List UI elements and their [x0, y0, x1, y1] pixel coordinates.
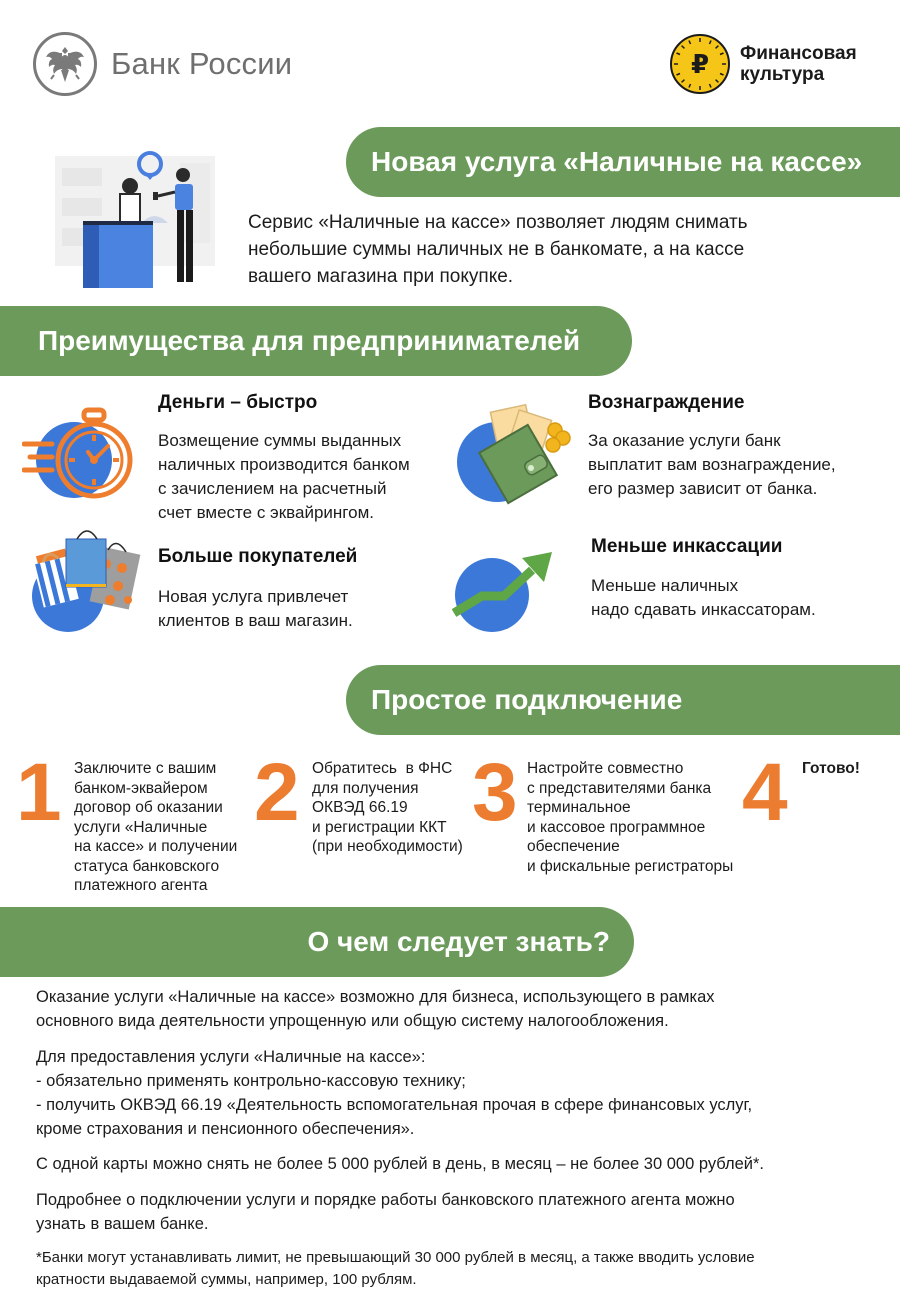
benefit-title-fast-money: Деньги – быстро — [158, 392, 318, 413]
ruble-coin-icon — [670, 34, 730, 94]
benefit-title-less-collection: Меньше инкассации — [591, 536, 783, 557]
step-text-2: Обратитесь в ФНС для получения ОКВЭД 66.19 и регистрации ККТ (при необходимости) — [312, 760, 463, 855]
bank-name: Банк России — [111, 46, 293, 81]
banner-title: О чем следует знать? — [307, 926, 610, 957]
intro-description: Сервис «Наличные на кассе» позволяет людям снимать небольшие суммы наличных не в банкомате, а на кассе вашего магазина при покупке. — [248, 212, 748, 287]
growth-arrow-icon — [452, 548, 557, 633]
footnote: *Банки могут устанавливать лимит, не превышающий 30 000 рублей в месяц, а также вводить условие кратности выдаваемой суммы, например, 100 рублям. — [36, 1249, 755, 1288]
benefit-text-less-collection: Меньше наличных надо сдавать инкассаторам. — [591, 576, 816, 619]
ruble-symbol: ₽ — [690, 48, 710, 79]
know-paragraph-3: С одной карты можно снять не более 5 000 рублей в день, в месяц – не более 30 000 рублей*. — [36, 1155, 764, 1173]
benefit-title-reward: Вознаграждение — [588, 392, 745, 413]
shopping-bags-icon — [30, 524, 145, 634]
step-number-3: 3 — [472, 747, 518, 838]
wallet-icon — [455, 400, 575, 505]
cashier-illustration — [50, 148, 225, 293]
banner-title: Новая услуга «Наличные на кассе» — [371, 146, 863, 177]
know-paragraph-2: Для предоставления услуги «Наличные на кассе»: - обязательно применять контрольно-кассовую технику; - получить ОКВЭД 66.19 «Деятельность вспомогательная прочая в сфере финансовых услуг, кроме страхования и пенсионного обеспечения». — [36, 1048, 753, 1138]
double-headed-eagle-icon — [33, 32, 97, 96]
banner-title: Простое подключение — [371, 684, 683, 715]
benefit-text-fast-money: Возмещение суммы выданных наличных производится банком с зачислением на расчетный счет вместе с эквайрингом. — [158, 431, 410, 522]
know-paragraph-1: Оказание услуги «Наличные на кассе» возможно для бизнеса, использующего в рамках основного вида деятельности упрощенную или общую систему налогообложения. — [36, 988, 715, 1030]
financial-culture-text: Финансовая культура — [740, 43, 857, 85]
step-number-4: 4 — [742, 747, 788, 838]
benefit-text-reward: За оказание услуги банк выплатит вам вознаграждение, его размер зависит от банка. — [588, 431, 836, 498]
stopwatch-icon — [22, 402, 140, 512]
banner-benefits — [0, 306, 632, 376]
banner-new-service — [346, 127, 900, 197]
benefit-text-more-customers: Новая услуга привлечет клиентов в ваш магазин. — [158, 587, 353, 630]
banner-title: Преимущества для предпринимателей — [38, 325, 581, 356]
financial-culture-logo — [670, 34, 857, 94]
step-text-3: Настройте совместно с представителями банка терминальное и кассовое программное обеспечение и фискальные регистраторы — [527, 760, 734, 875]
know-paragraph-4: Подробнее о подключении услуги и порядке работы банковского платежного агента можно узнать в вашем банке. — [36, 1191, 735, 1233]
step-text-1: Заключите с вашим банком-эквайером договор об оказании услуги «Наличные на кассе» и получении статуса банковского платежного агента — [74, 760, 238, 894]
banner-what-to-know — [0, 907, 634, 977]
banner-simple-connection — [346, 665, 900, 735]
bank-of-russia-logo — [33, 32, 292, 96]
step-text-4: Готово! — [802, 760, 860, 777]
step-number-1: 1 — [16, 747, 62, 838]
step-number-2: 2 — [254, 747, 300, 838]
benefit-title-more-customers: Больше покупателей — [158, 546, 358, 567]
